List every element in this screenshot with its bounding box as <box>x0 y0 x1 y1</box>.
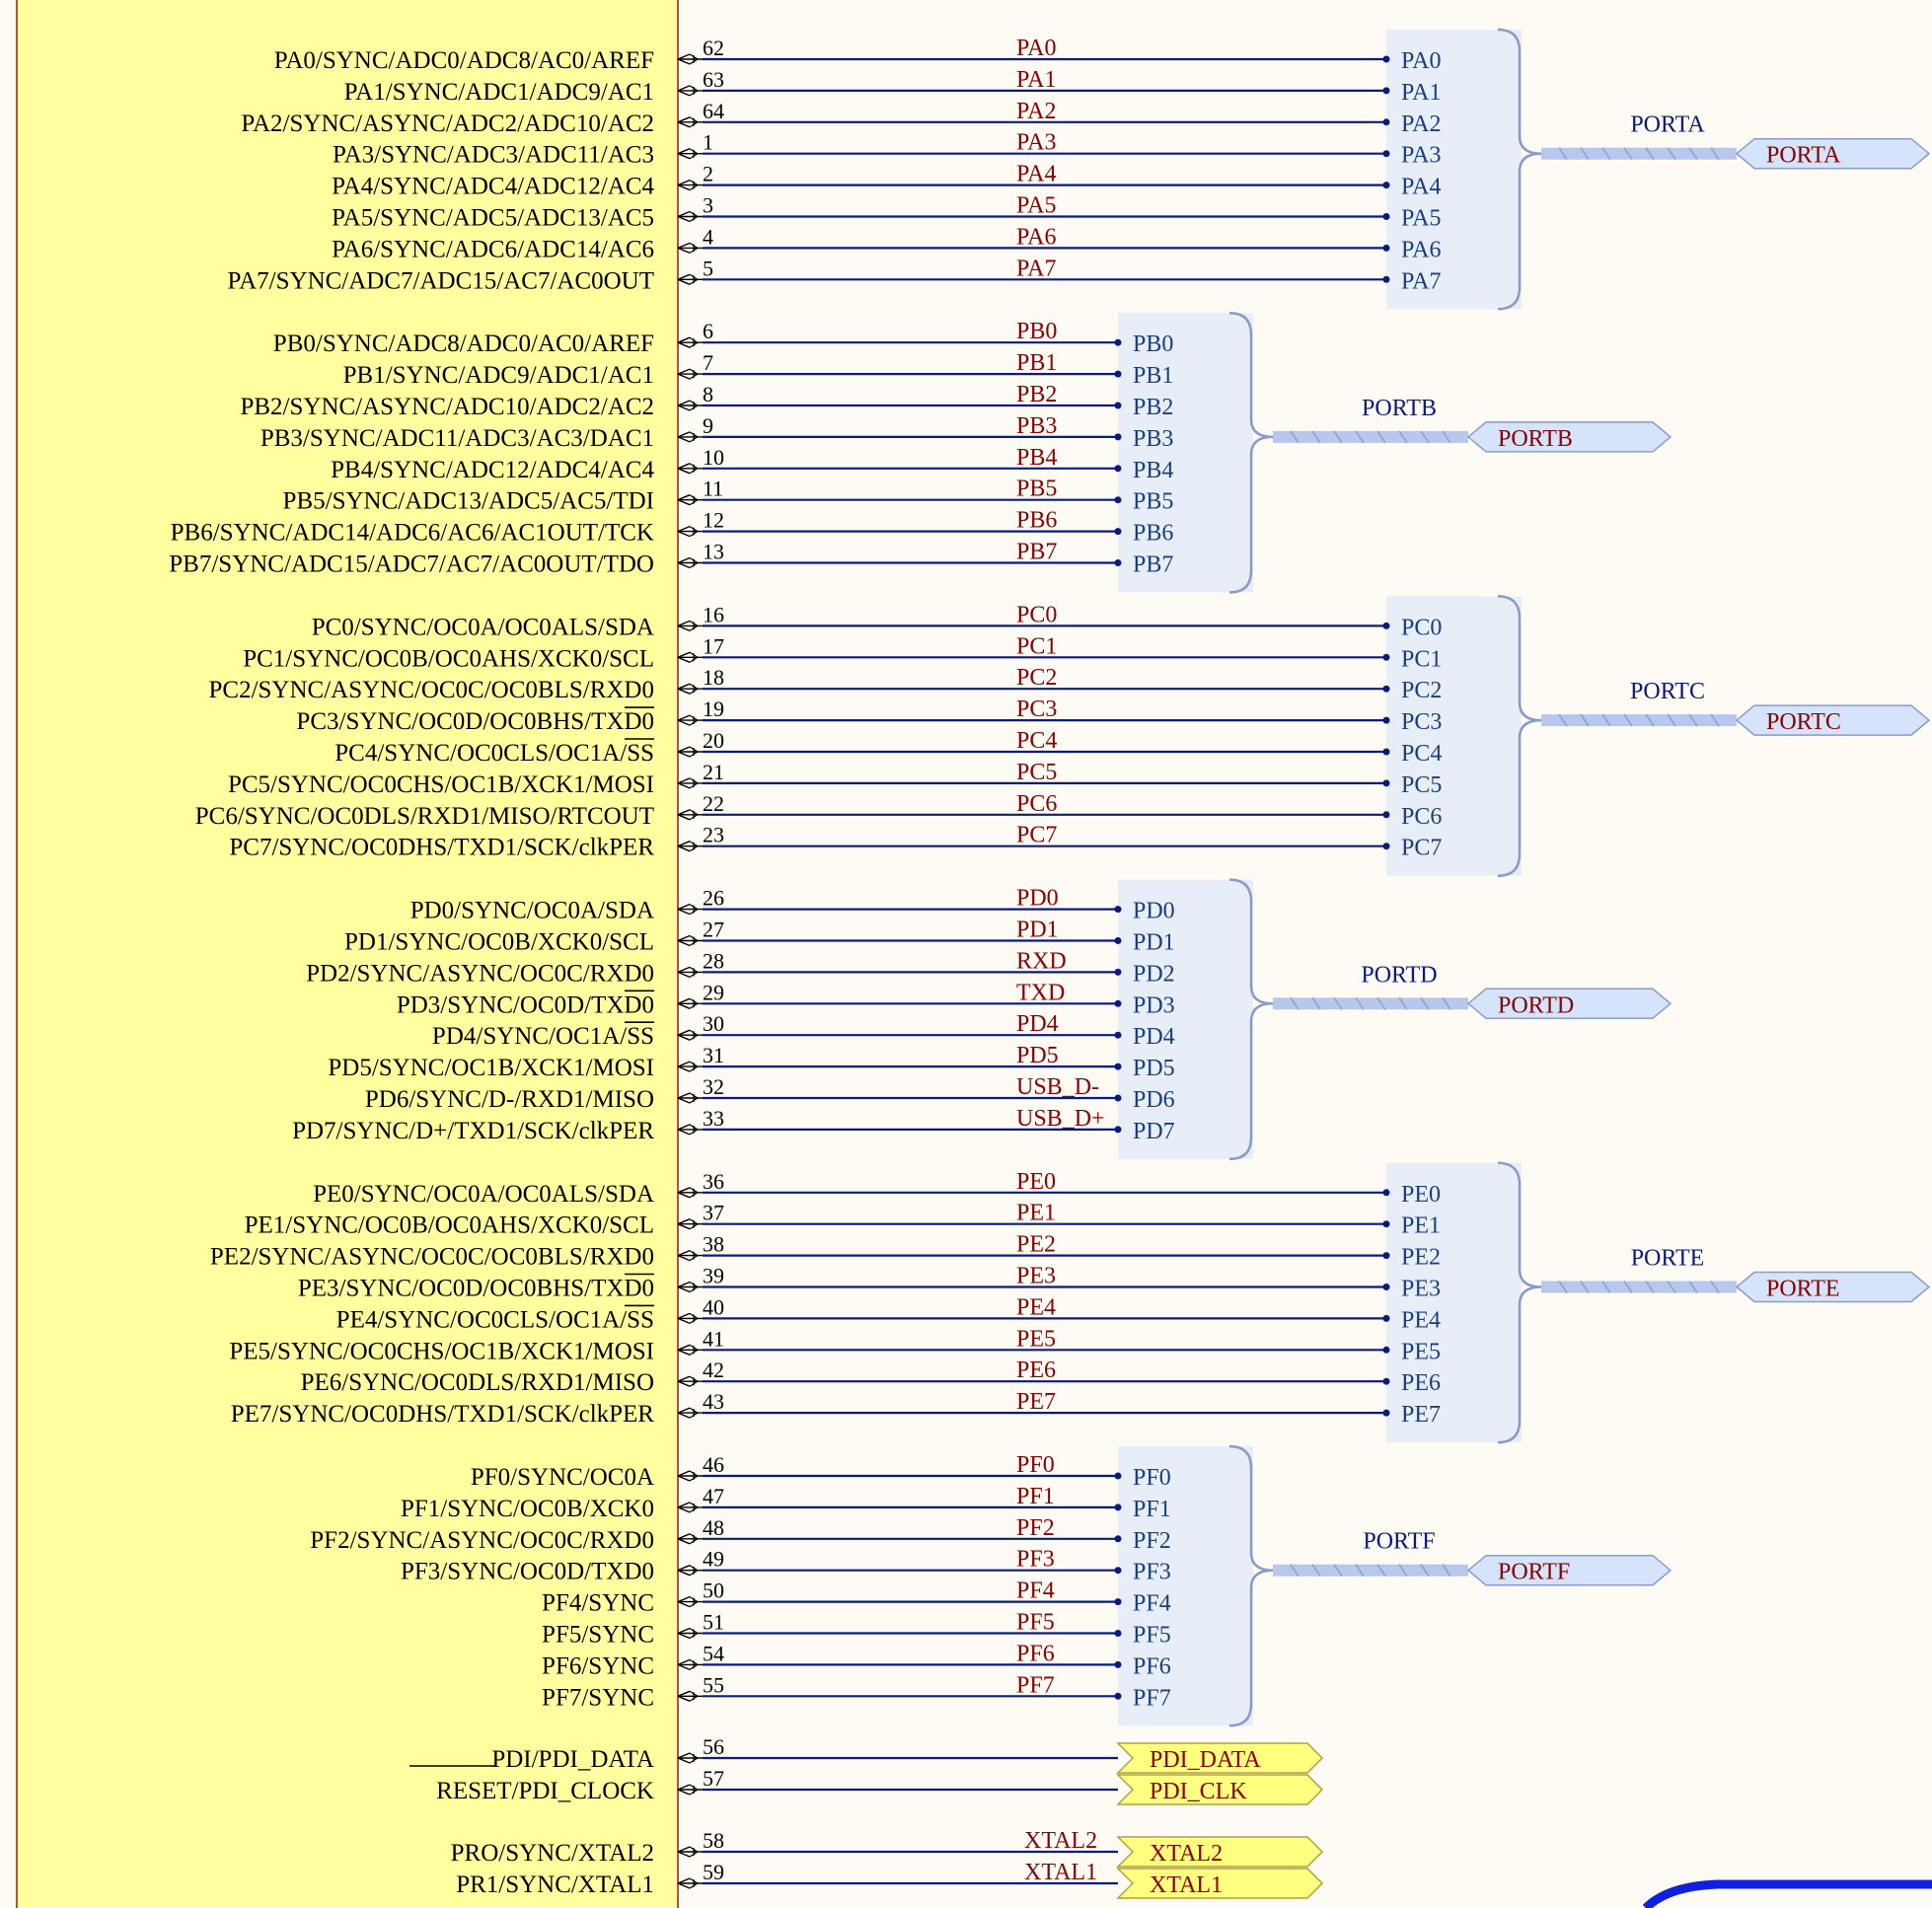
harness-pin-label: PB2 <box>1133 395 1174 420</box>
harness-entry-dot <box>1115 559 1122 566</box>
pin-number: 51 <box>703 1609 724 1635</box>
harness-entry-dot <box>1383 56 1390 63</box>
net-label: PC5 <box>1016 759 1058 785</box>
net-label: PE3 <box>1016 1263 1057 1289</box>
pin-label: PF4/SYNC <box>542 1589 654 1617</box>
net-label: PE4 <box>1016 1294 1057 1321</box>
offsheet-port-label: PDI_DATA <box>1150 1747 1261 1773</box>
pin-label: PC6/SYNC/OC0DLS/RXD1/MISO/RTCOUT <box>194 802 654 830</box>
pin-label: PD4/SYNC/OC1A/SS <box>431 1023 654 1051</box>
net-label: PD4 <box>1016 1011 1059 1038</box>
net-label: XTAL2 <box>1024 1828 1098 1854</box>
pin-label: PD6/SYNC/D-/RXD1/MISO <box>364 1086 654 1113</box>
harness-pin-label: PF6 <box>1133 1653 1171 1680</box>
pin-number: 54 <box>703 1641 724 1666</box>
pin-label: PE2/SYNC/ASYNC/OC0C/OC0BLS/RXD0 <box>209 1243 654 1271</box>
net-label: PB3 <box>1016 412 1058 439</box>
harness-entry-dot <box>1115 937 1122 944</box>
pin-number: 6 <box>703 319 713 344</box>
pin-label: PE5/SYNC/OC0CHS/OC1B/XCK1/MOSI <box>229 1338 654 1365</box>
harness-entry-dot <box>1115 1000 1122 1007</box>
pin-label: PC5/SYNC/OC0CHS/OC1B/XCK1/MOSI <box>227 771 654 798</box>
harness-pin-label: PA1 <box>1401 79 1442 106</box>
harness-pin-label: PC6 <box>1401 803 1443 830</box>
harness-entry-dot <box>1383 276 1390 283</box>
harness-pin-label: PF1 <box>1133 1496 1171 1522</box>
pin-label: PE7/SYNC/OC0DHS/TXD1/SCK/clkPER <box>230 1401 654 1429</box>
harness-pin-label: PE2 <box>1401 1244 1442 1271</box>
pin-label: PE3/SYNC/OC0D/OC0BHS/TXD0 <box>297 1275 654 1302</box>
bus-label: PORTC <box>1630 679 1705 705</box>
harness-entry-dot <box>1115 1693 1122 1700</box>
harness-entry-dot <box>1115 1567 1122 1574</box>
harness-entry-dot <box>1383 686 1390 693</box>
pin-number: 29 <box>703 980 724 1005</box>
net-label: PA2 <box>1016 98 1057 124</box>
net-label: PF6 <box>1016 1641 1055 1667</box>
pin-label: PF6/SYNC <box>542 1652 654 1680</box>
net-label: PD1 <box>1016 917 1059 943</box>
pin-label: PF2/SYNC/ASYNC/OC0C/RXD0 <box>310 1526 654 1554</box>
net-label: XTAL1 <box>1024 1860 1098 1885</box>
pin-label: PE0/SYNC/OC0A/OC0ALS/SDA <box>313 1180 654 1208</box>
harness-entry-dot <box>1383 1315 1390 1322</box>
harness-pin-label: PA2 <box>1401 110 1442 137</box>
harness-pin-label: PD4 <box>1133 1024 1175 1051</box>
pin-number: 59 <box>703 1860 724 1884</box>
port-label: PORTE <box>1766 1276 1840 1302</box>
bus-label: PORTD <box>1361 962 1438 989</box>
pin-number: 49 <box>703 1546 724 1572</box>
harness-entry-dot <box>1383 717 1390 724</box>
pin-number: 20 <box>703 728 724 753</box>
pin-number: 42 <box>703 1358 724 1383</box>
harness-pin-label: PB1 <box>1133 363 1174 390</box>
pin-number: 12 <box>703 507 724 533</box>
harness-pin-label: PC3 <box>1401 709 1443 736</box>
net-label: PE7 <box>1016 1389 1057 1416</box>
harness-bus <box>1541 1282 1737 1293</box>
harness-pin-label: PA4 <box>1401 174 1442 200</box>
pin-number: 62 <box>703 36 724 60</box>
pin-number: 27 <box>703 917 724 942</box>
harness-entry-dot <box>1383 1347 1390 1354</box>
pin-number: 17 <box>703 633 724 659</box>
harness-entry-dot <box>1383 1220 1390 1227</box>
harness-pin-label: PB4 <box>1133 457 1174 483</box>
net-label: PA0 <box>1016 36 1057 61</box>
harness-entry-dot <box>1383 843 1390 849</box>
pin-label: PA1/SYNC/ADC1/ADC9/AC1 <box>343 78 654 106</box>
harness-entry-dot <box>1383 623 1390 629</box>
pin-number: 11 <box>703 476 724 501</box>
pin-label: PB4/SYNC/ADC12/ADC4/AC4 <box>331 456 654 483</box>
harness-pin-label: PD0 <box>1133 898 1175 924</box>
pin-label: PDI/PDI_DATA <box>491 1746 654 1773</box>
net-label: PA3 <box>1016 129 1057 156</box>
harness-entry-dot <box>1115 1661 1122 1668</box>
pin-number: 40 <box>703 1294 724 1320</box>
harness-bus <box>1273 431 1468 443</box>
harness-pin-label: PC1 <box>1401 646 1443 673</box>
harness-pin-label: PA6 <box>1401 237 1442 263</box>
net-label: PD5 <box>1016 1043 1059 1069</box>
pin-label: PD2/SYNC/ASYNC/OC0C/RXD0 <box>306 960 654 988</box>
net-label: PA1 <box>1016 66 1057 93</box>
port-label: PORTF <box>1498 1559 1571 1585</box>
pin-label: PB1/SYNC/ADC9/ADC1/AC1 <box>342 362 654 390</box>
net-label: USB_D- <box>1016 1074 1100 1100</box>
pin-label: PB3/SYNC/ADC11/ADC3/AC3/DAC1 <box>260 424 654 452</box>
harness-pin-label: PF0 <box>1133 1465 1171 1491</box>
net-label: PF2 <box>1016 1514 1055 1541</box>
port-label: PORTD <box>1498 992 1575 1019</box>
pin-number: 63 <box>703 66 724 92</box>
pin-number: 56 <box>703 1734 724 1759</box>
harness-entry-dot <box>1115 1598 1122 1605</box>
harness-pin-label: PE1 <box>1401 1212 1442 1239</box>
pin-label: PA0/SYNC/ADC0/ADC8/AC0/AREF <box>273 47 654 74</box>
harness-entry-dot <box>1115 1095 1122 1102</box>
harness-pin-label: PF3 <box>1133 1559 1171 1585</box>
harness-pin-label: PE0 <box>1401 1181 1442 1208</box>
offsheet-port-label: XTAL1 <box>1150 1872 1224 1898</box>
harness-entry-dot <box>1115 1473 1122 1480</box>
bus-label: PORTE <box>1630 1245 1705 1272</box>
harness-entry-dot <box>1115 969 1122 976</box>
harness-entry-dot <box>1383 1252 1390 1259</box>
pin-number: 23 <box>703 822 724 847</box>
harness-entry-dot <box>1115 496 1122 503</box>
harness-entry-dot <box>1115 403 1122 409</box>
pin-label: PA3/SYNC/ADC3/ADC11/AC3 <box>332 141 654 169</box>
harness-pin-label: PF4 <box>1133 1590 1171 1617</box>
harness-entry-dot <box>1383 1378 1390 1385</box>
harness-pin-label: PC4 <box>1401 741 1443 767</box>
net-label: PE5 <box>1016 1326 1057 1353</box>
net-label: PF7 <box>1016 1672 1055 1699</box>
harness-entry-dot <box>1115 1630 1122 1637</box>
pin-number: 58 <box>703 1828 724 1853</box>
harness-pin-label: PF2 <box>1133 1527 1171 1554</box>
harness-pin-label: PF5 <box>1133 1622 1171 1649</box>
harness-pin-label: PC7 <box>1401 835 1443 861</box>
pin-number: 9 <box>703 412 713 438</box>
pin-label: PE1/SYNC/OC0B/OC0AHS/XCK0/SCL <box>244 1211 654 1239</box>
harness-entry-dot <box>1383 811 1390 818</box>
pin-label: PD0/SYNC/OC0A/SDA <box>409 897 654 924</box>
pin-label: PE6/SYNC/OC0DLS/RXD1/MISO <box>300 1369 654 1397</box>
pin-number: 38 <box>703 1231 724 1257</box>
harness-entry-dot <box>1115 1504 1122 1510</box>
pin-number: 41 <box>703 1326 724 1352</box>
harness-pin-label: PB0 <box>1133 331 1174 358</box>
pin-number: 4 <box>703 224 713 250</box>
pin-label: PA6/SYNC/ADC6/ADC14/AC6 <box>332 236 654 263</box>
net-label: PB2 <box>1016 382 1058 407</box>
harness-entry-dot <box>1383 1284 1390 1290</box>
pin-label: PF7/SYNC <box>542 1684 654 1712</box>
port-label: PORTC <box>1766 709 1841 736</box>
harness-entry-dot <box>1115 906 1122 913</box>
net-label: PE6 <box>1016 1358 1057 1384</box>
harness-pin-label: PC2 <box>1401 678 1443 704</box>
pin-number: 26 <box>703 885 724 911</box>
pin-number: 8 <box>703 382 713 406</box>
bus-label: PORTB <box>1362 395 1437 421</box>
pin-label: PA7/SYNC/ADC7/ADC15/AC7/AC0OUT <box>227 267 654 295</box>
pin-number: 37 <box>703 1200 724 1225</box>
pin-label: PF5/SYNC <box>542 1621 654 1649</box>
harness-pin-label: PA5 <box>1401 205 1442 232</box>
harness-bus <box>1541 714 1737 726</box>
port-label: PORTA <box>1766 142 1841 169</box>
net-label: PC3 <box>1016 697 1058 723</box>
net-label: PA7 <box>1016 256 1057 282</box>
net-label: PF3 <box>1016 1546 1055 1573</box>
net-label: PF0 <box>1016 1452 1055 1478</box>
pin-label: PA4/SYNC/ADC4/ADC12/AC4 <box>332 173 654 200</box>
pin-number: 43 <box>703 1389 724 1415</box>
pin-label: PF0/SYNC/OC0A <box>470 1464 654 1491</box>
offsheet-port-label: PDI_CLK <box>1150 1779 1247 1804</box>
harness-entry-dot <box>1383 1189 1390 1196</box>
harness-pin-label: PD1 <box>1133 929 1175 956</box>
pin-number: 1 <box>703 129 713 155</box>
harness-entry-dot <box>1383 779 1390 786</box>
pin-label: PE4/SYNC/OC0CLS/OC1A/SS <box>335 1306 654 1334</box>
pin-label: PC7/SYNC/OC0DHS/TXD1/SCK/clkPER <box>229 834 654 861</box>
net-label: PC4 <box>1016 728 1058 754</box>
harness-pin-label: PE3 <box>1401 1276 1442 1302</box>
net-label: PB4 <box>1016 444 1058 471</box>
pin-number: 55 <box>703 1672 724 1698</box>
harness-pin-label: PB6 <box>1133 520 1174 547</box>
pin-number: 50 <box>703 1578 724 1603</box>
pin-number: 48 <box>703 1514 724 1540</box>
pin-label: PD5/SYNC/OC1B/XCK1/MOSI <box>328 1055 654 1082</box>
pin-label: PD1/SYNC/OC0B/XCK0/SCL <box>344 928 654 956</box>
net-label: PC2 <box>1016 665 1058 692</box>
harness-bus <box>1273 1565 1468 1577</box>
harness-entry-dot <box>1383 118 1390 125</box>
pin-label: RESET/PDI_CLOCK <box>436 1778 654 1804</box>
harness-pin-label: PB3 <box>1133 425 1174 452</box>
port-label: PORTB <box>1498 425 1573 452</box>
harness-entry-dot <box>1115 528 1122 535</box>
pin-number: 3 <box>703 192 713 218</box>
harness-pin-label: PD3 <box>1133 992 1175 1019</box>
pin-label: PC4/SYNC/OC0CLS/OC1A/SS <box>334 740 654 767</box>
pin-number: 16 <box>703 602 724 627</box>
pin-label: PB0/SYNC/ADC8/ADC0/AC0/AREF <box>272 330 654 358</box>
pin-label: PR1/SYNC/XTAL1 <box>456 1871 654 1898</box>
net-label: PC6 <box>1016 790 1058 817</box>
net-label: PC0 <box>1016 602 1058 628</box>
harness-pin-label: PC5 <box>1401 771 1443 798</box>
harness-entry-dot <box>1115 433 1122 440</box>
pin-label: PF3/SYNC/OC0D/TXD0 <box>401 1558 654 1585</box>
harness-entry-dot <box>1115 339 1122 346</box>
pin-number: 21 <box>703 759 724 784</box>
harness-pin-label: PF7 <box>1133 1685 1171 1712</box>
pin-number: 36 <box>703 1168 724 1194</box>
harness-entry-dot <box>1383 1410 1390 1417</box>
pin-number: 13 <box>703 539 724 564</box>
harness-pin-label: PA7 <box>1401 268 1442 295</box>
harness-pin-label: PD2 <box>1133 961 1175 988</box>
harness-entry-dot <box>1115 465 1122 472</box>
pin-label: PA2/SYNC/ASYNC/ADC2/ADC10/AC2 <box>241 110 654 137</box>
net-label: RXD <box>1016 948 1067 975</box>
harness-pin-label: PC0 <box>1401 615 1443 641</box>
net-label: PD0 <box>1016 885 1059 912</box>
net-label: PB5 <box>1016 476 1058 502</box>
offsheet-port-label: XTAL2 <box>1150 1841 1224 1867</box>
net-label: PB7 <box>1016 539 1058 565</box>
net-label: PF1 <box>1016 1483 1055 1509</box>
bus-label: PORTF <box>1363 1528 1436 1555</box>
pin-label: PC1/SYNC/OC0B/OC0AHS/XCK0/SCL <box>243 645 654 673</box>
harness-pin-label: PE6 <box>1401 1370 1442 1397</box>
pin-label: PC2/SYNC/ASYNC/OC0C/OC0BLS/RXD0 <box>208 677 654 704</box>
harness-entry-dot <box>1383 749 1390 756</box>
harness-pin-label: PB7 <box>1133 551 1174 578</box>
pin-number: 18 <box>703 665 724 691</box>
pin-number: 7 <box>703 350 713 376</box>
pin-number: 64 <box>703 98 724 123</box>
pin-number: 57 <box>703 1766 724 1791</box>
pin-number: 28 <box>703 948 724 974</box>
net-label: PA5 <box>1016 192 1057 219</box>
pin-label: PB2/SYNC/ASYNC/ADC10/ADC2/AC2 <box>240 394 654 420</box>
net-label: PC7 <box>1016 822 1058 848</box>
net-label: PB1 <box>1016 350 1058 377</box>
pin-label: PA5/SYNC/ADC5/ADC13/AC5 <box>332 204 654 232</box>
harness-entry-dot <box>1383 87 1390 94</box>
pin-number: 33 <box>703 1105 724 1131</box>
pin-label: PD3/SYNC/OC0D/TXD0 <box>396 991 654 1019</box>
harness-bus <box>1273 997 1468 1009</box>
harness-entry-dot <box>1115 1126 1122 1133</box>
harness-pin-label: PA3 <box>1401 142 1442 169</box>
pin-label: PD7/SYNC/D+/TXD1/SCK/clkPER <box>292 1117 654 1144</box>
harness-pin-label: PD5 <box>1133 1056 1175 1082</box>
harness-entry-dot <box>1383 182 1390 188</box>
pin-number: 19 <box>703 697 724 722</box>
net-label: PE1 <box>1016 1200 1057 1226</box>
pin-label: PC3/SYNC/OC0D/OC0BHS/TXD0 <box>296 708 654 736</box>
pin-number: 30 <box>703 1011 724 1037</box>
pin-label: PF1/SYNC/OC0B/XCK0 <box>400 1495 654 1522</box>
net-label: USB_D+ <box>1016 1105 1105 1132</box>
harness-pin-label: PB5 <box>1133 488 1174 515</box>
pin-number: 5 <box>703 256 713 281</box>
harness-pin-label: PA0 <box>1401 48 1442 74</box>
net-label: PE2 <box>1016 1231 1057 1258</box>
pin-number: 31 <box>703 1043 724 1068</box>
pin-label: PB7/SYNC/ADC15/ADC7/AC7/AC0OUT/TDO <box>169 550 654 578</box>
pin-label: PB5/SYNC/ADC13/ADC5/AC5/TDI <box>282 487 654 515</box>
pin-number: 2 <box>703 161 713 186</box>
pin-label: PB6/SYNC/ADC14/ADC6/AC6/AC1OUT/TCK <box>170 519 654 547</box>
harness-entry-dot <box>1115 1032 1122 1039</box>
pin-number: 39 <box>703 1263 724 1288</box>
net-label: PF4 <box>1016 1578 1055 1604</box>
net-label: PA6 <box>1016 224 1057 251</box>
pin-number: 46 <box>703 1452 724 1477</box>
net-label: PB6 <box>1016 507 1058 534</box>
pin-number: 47 <box>703 1483 724 1508</box>
net-label: PC1 <box>1016 633 1058 660</box>
harness-entry-dot <box>1115 1535 1122 1542</box>
harness-entry-dot <box>1115 1064 1122 1070</box>
harness-pin-label: PE4 <box>1401 1307 1442 1334</box>
net-label: PE0 <box>1016 1168 1057 1195</box>
harness-bus <box>1541 148 1737 160</box>
harness-pin-label: PE7 <box>1401 1402 1442 1429</box>
bus-label: PORTA <box>1630 111 1705 138</box>
harness-pin-label: PD7 <box>1133 1118 1175 1144</box>
harness-pin-label: PE5 <box>1401 1339 1442 1365</box>
net-label: TXD <box>1016 980 1066 1006</box>
pin-number: 22 <box>703 790 724 816</box>
net-label: PF5 <box>1016 1609 1055 1636</box>
harness-entry-dot <box>1383 213 1390 220</box>
pin-number: 10 <box>703 444 724 470</box>
harness-entry-dot <box>1115 371 1122 378</box>
pin-label: PC0/SYNC/OC0A/OC0ALS/SDA <box>311 614 654 641</box>
net-label: PB0 <box>1016 319 1058 345</box>
harness-entry-dot <box>1383 654 1390 661</box>
pin-number: 32 <box>703 1074 724 1099</box>
pin-label: PRO/SYNC/XTAL2 <box>450 1840 654 1867</box>
harness-entry-dot <box>1383 245 1390 252</box>
harness-entry-dot <box>1383 150 1390 157</box>
net-label: PA4 <box>1016 161 1057 187</box>
harness-pin-label: PD6 <box>1133 1087 1175 1113</box>
